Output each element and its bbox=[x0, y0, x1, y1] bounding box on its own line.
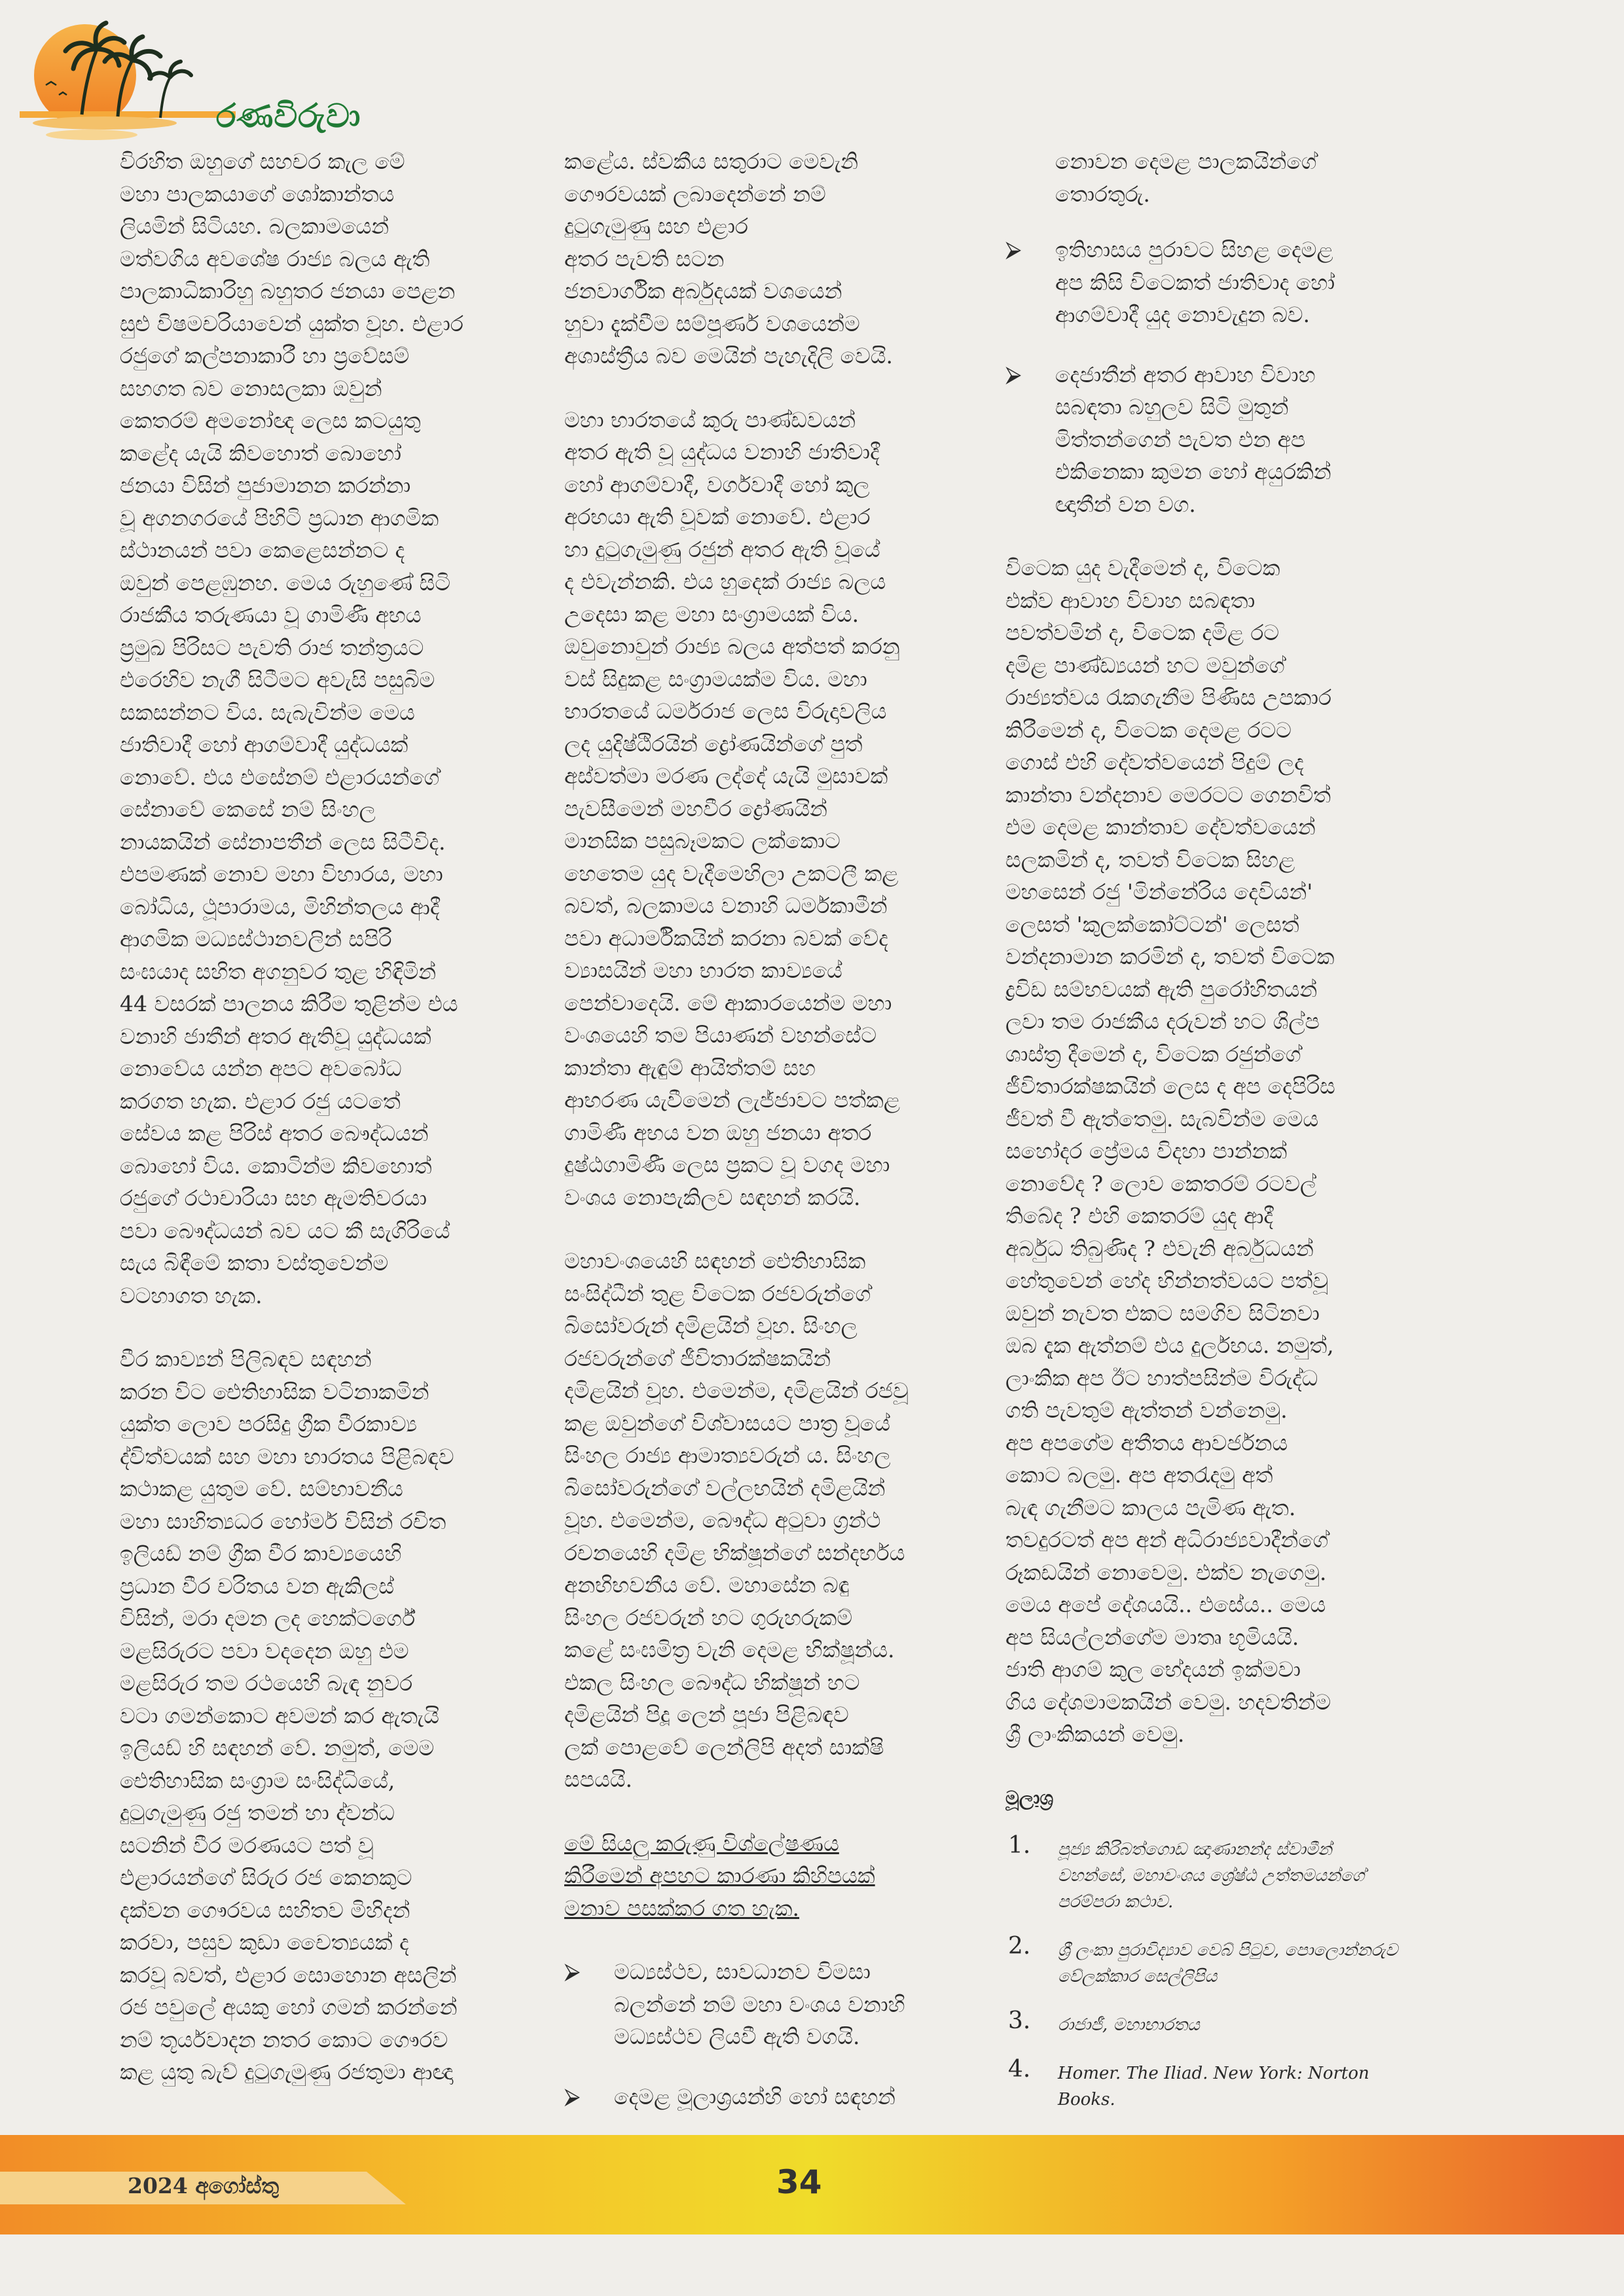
reference-number: 4. bbox=[1008, 2056, 1031, 2083]
arrowhead-bullet-icon: ⮚ bbox=[1005, 361, 1022, 387]
reference-item bbox=[1005, 1933, 1406, 1990]
paragraph: විටෙක යුද වැදීමෙන් ද, විටෙක එක්ව ආවාහ විවාහ සබඳතා පවත්වමින් ද, විටෙක දමිළ රට දමිළ පාණ්ඩ්‍යයන් හට මවුන්ගේ රාජ්‍යත්වය රැකගැනීම පිණිස උපකාර කිරීමෙන් ද, විටෙක දෙමළ රටට ගොස් එහි දේවත්වයෙන් පිදුම් ලද කාන්තා වන්දනාව මෙරටට ගෙනවිත් එම දෙමළ කාන්තාව දේවත්වයෙන් සලකමින් ද, තවත් විටෙක සිහළ මහසෙන් රජු 'මින්නේරිය දෙවියන්' ලෙසත් 'කුලක්කෝට්ටන්' ලෙසත් වන්දනාමාන කරමින් ද, තවත් විටෙක ද්‍රවිඩ සම්භවයක් ඇති පුරෝහිතයන් ලවා තම රාජකීය දරුවන් හට ශිල්ප ශාස්ත්‍ර දීමෙන් ද, විටෙක රජුන්ගේ ජීවිතාරක්ෂකයින් ලෙස ද අප දෙපිරිස ජීවත් වී ඇත්තෙමු. සැබවින්ම මෙය සහෝදර ප්‍රේමය විදහා පාන්නක් නොවේද ? ලොව කෙතරම් රටවල් තිබේද ? එහි කෙතරම් යුද ආදී අර්බුධ තිබුණිද ? එවැනි අර්බුධයන් හේතුවෙන් හේද භින්නත්වයට පත්වූ ඔවුන් නැවත එකට සමගිව සිටිනවා ඔබ දැක ඇත්නම් එය දුර්ලභය. නමුත්, ලාංකික අප ඊට හාත්පසින්ම විරුද්ධ ගති පැවතුම් ඇත්තන් වන්නෙමු. අප අපගේම අතීතය ආවර්ජනය කොට බලමු. අප අතරැදමු අත් බැඳ ගැනීමට කාලය පැමිණ ඇත. තවදුරටත් අප අන් අධිරාජ්‍යවාදීන්ගේ රූකඩයින් නොවෙමු. එක්ව නැගෙමු. මෙය අපේ දේශයයි.. එසේය.. මෙය අප සියල්ලන්ගේම මාතෘ භූමියයි. ජාති ආගම් කුල භේදයන් ඉක්මවා ගිය දේශමාමකයින් වෙමු. හදවතින්ම ශ්‍රී ලාංකිකයන් වෙමු. bbox=[1005, 555, 1335, 1747]
magazine-logo bbox=[20, 13, 361, 151]
reference-number: 3. bbox=[1008, 2007, 1031, 2034]
bullet-list bbox=[1005, 234, 1406, 520]
article-column-1 bbox=[120, 145, 496, 2120]
reference-text: පූජ්‍ය කිරිබත්ගොඩ ඤාණානන්ද ස්වාමීන් වහන්සේ, මහාවංශය ශ්‍රේෂ්ඨ උත්තමයන්ගේ පරම්පරා කථාව. bbox=[1058, 1840, 1365, 1912]
arrowhead-bullet-icon: ⮚ bbox=[564, 1958, 581, 1984]
bullet-list bbox=[564, 1956, 964, 2113]
reference-item bbox=[1005, 1832, 1406, 1915]
sunset-palm-icon bbox=[20, 13, 236, 151]
list-item bbox=[1005, 359, 1406, 521]
list-item-text: දෙමළ මූලාශ්‍රයන්හි හෝ සඳහන් bbox=[614, 2083, 895, 2109]
brand-name: රණවිරුවා bbox=[216, 97, 361, 135]
references-heading: මූලාශ්‍ර bbox=[1005, 1786, 1054, 1809]
list-continuation: නොවන දෙමළ පාලකයින්ගේ තොරතුරු. bbox=[1055, 149, 1317, 207]
list-item-text: ඉතිහාසය පුරාවට සිහළ දෙමළ අප කිසි විටෙකත් ජාතිවාද හෝ ආගම්වාදී යුද නොවැදුන බව. bbox=[1055, 237, 1335, 327]
paragraph: විරහිත ඔහුගේ සහචර කැල මේ මහා පාලකයාගේ ශෝකාන්තය ලියමින් සිටියහ. බලකාමයෙන් මත්වගිය අවශේෂ රාජ්‍ය බලය ඇති පාලකාධිකාරිහු බහුතර ජනයා පෙළන සුළු විෂමචරියාවෙන් යුක්ත වූහ. එළාර රජුගේ කල්පනාකාරී හා ප්‍රවේසම් සහගත බව නොසලකා ඔවුන් කෙතරම් අමනෝඥ ලෙස කටයුතු කළේද යැයි කිවහොත් බොහෝ ජනයා විසින් පුජාමානන කරන්නා වූ අගනගරයේ පිහිටි ප්‍රධාන ආගමික ස්ථානයන් පවා කෙළෙසන්නට ද ඔවුන් පෙළඹුනහ. මෙය රුහුණේ සිටි රාජකීය තරුණයා වූ ගාමිණී අභය ප්‍රමුඛ පිරිසට පැවති රාජ තන්ත්‍රයට එරෙහිව නැගී සිටීමට අවැසි පසුබිම සකසන්නට විය. සැබැවින්ම මෙය ජාතිවාදී හෝ ආගම්වාදී යුද්ධයක් නොවේ. එය එසේනම් එළාරයන්ගේ සේනාවේ කෙසේ නම් සිංහල නායකයින් සේනාපතීන් ලෙස සිටීවිද. එපමණක් නොව මහා විහාරය, මහා බෝධිය, ථූපාරාමය, මිහින්තලය ආදී ආගමික මධ්‍යස්ථානවලින් සපිරි සංඝයාද සහිත අගනුවර තුළ හිඳිමින් 44 වසරක් පාලනය කිරීම තුළින්ම එය වනාහි ජාතීන් අතර ඇතිවූ යුද්ධයක් නොවේය යන්න අපට අවබෝධ කරගත හැක. එළාර රජු යටතේ සේවය කළ පිරිස් අතර බෞද්ධයන් බොහෝ විය. කොටින්ම කිවහොත් රජුගේ රථාචාරියා සහ ඇමතිවරයා පවා බෞද්ධයන් බව යට කී සැගිරියේ සැය බිඳීමේ කතා වස්තුවෙන්ම වටහාගත හැක. bbox=[120, 149, 463, 1308]
article-column-3 bbox=[1005, 145, 1406, 2135]
list-item bbox=[564, 1956, 964, 2053]
references-list bbox=[1005, 1832, 1406, 2113]
underlined-summary: මේ සියලු කරුණු විශ්ලේෂණය කිරීමෙන් අපහට කාරණා කිහිපයක් මනාව පසක්කර ගත හැක. bbox=[564, 1830, 875, 1921]
page-number: 34 bbox=[776, 2163, 822, 2201]
reference-number: 1. bbox=[1008, 1832, 1031, 1859]
reference-item bbox=[1005, 2056, 1406, 2113]
list-item bbox=[564, 2081, 964, 2113]
article-column-2 bbox=[564, 145, 964, 2144]
paragraph: මහා භාරතයේ කුරු පාණ්ඩවයන් අතර ඇති වූ යුද්ධය වනාහි ජාතිවාදී හෝ ආගම්වාදී, වර්ගවාදී හෝ කුල අරභයා ඇති වූවක් නොවේ. එළාර හා දුටුගැමුණු රජුන් අතර ඇති වූයේ ද එවැන්නකි. එය හුදෙක් රාජ්‍ය බලය උදෙසා කළ මහා සංග්‍රාමයක් විය. ඔවුනොවුන් රාජ්‍ය බලය අත්පත් කරනු වස් සිදුකළ සංග්‍රාමයක්ම විය. මහා භාරතයේ ධර්මරාජ ලෙස විරුදාවලිය ලද යුදිෂ්ඨිරයින් ද්‍රෝණයින්ගේ පුත් අස්වත්මා මරණ ලද්දේ යැයි මුසාවක් පැවසීමෙන් මහවීර ද්‍රෝණයින් මානසික පසුබෑමකට ලක්කොට හෙතෙම යුද වැදීමෙහිලා උකටලී කළ බවත්, බලකාමය වනාහි ධර්මකාමීන් පවා අධාර්මිකයින් කරනා බවක් වේද ව්‍යාසයින් මහා භාරත කාව්‍යයේ පෙන්වාදෙයි. මේ ආකාරයෙන්ම මහා වංශයෙහි තම පියාණන් වහන්සේට කාන්තා ඇඳුම් ආයිත්තම් සහ ආභරණ යැවීමෙන් ලැජ්ජාවට පත්කළ ගාමිණී අභය වන ඔහු ජනයා අතර දුෂ්ඨගාමිණී ලෙස ප්‍රකට වූ වගද මහා වංශය නොපැකිලව සඳහන් කරයි. bbox=[564, 406, 901, 1210]
list-item-text: මධ්‍යස්ථව, සාවධානව විමසා බලන්නේ නම් මහා වංශය වනාහි මධ්‍යස්ථව ලියවී ඇති වගයි. bbox=[614, 1959, 905, 2049]
reference-text: රාජාජී, මහාභාරතය bbox=[1058, 2015, 1200, 2035]
reference-number: 2. bbox=[1008, 1933, 1031, 1960]
reference-text: ශ්‍රී ලංකා පුරාවිද්‍යාව වෙබ් පිටුව, පොලොන්නරුව වේලක්කාර සෙල්ලිපිය bbox=[1058, 1941, 1398, 1986]
reference-item bbox=[1005, 2007, 1406, 2038]
paragraph: මහාවංශයෙහි සඳහන් ඓතිහාසික සංසිද්ධීන් තුළ විටෙක රජවරුන්ගේ බිසෝවරුන් දමිළයින් වූහ. සිංහල රජවරුන්ගේ ජීවිතාරක්ෂකයින් දමිළයින් වූහ. එමෙන්ම, දමිළයින් රජවූ කළ ඔවුන්ගේ විශ්වාසයට පාත්‍ර වූයේ සිංහල රාජ්‍ය ආමාත්‍යවරුන් ය. සිංහල බිසෝවරුන්ගේ වල්ලභයින් දමිළයින් වූහ. එමෙන්ම, බෞද්ධ අටුවා ග්‍රන්ථ රචනයෙහි දමිළ භික්ෂූන්ගේ සන්දර්භය අනභිභවනීය වේ. මහාසේන බඳු සිංහල රජවරුන් හට ගුරුහරුකම් කළේ සංඝමිත්‍ර වැනි දෙමළ භික්ෂූන්ය. එකල සිංහල බෞද්ධ භික්ෂූන් හට දමිළයින් පිදූ ලෙන් පූජා පිළිබඳව ලක් පොළවේ ලෙන්ලිපි අදත් සාක්ෂි සපයයි. bbox=[564, 1248, 909, 1792]
paragraph: වීර කාව්‍යන් පිලිබඳව සඳහන් කරන විට ඓතිහාසික වටිනාකමින් යුක්ත ලොව පරසිදු ග්‍රීක වීරකාව්‍ය ද්විත්වයක් සහ මහා භාරතය පිළිබඳව කථාකළ යුතුම වේ. සම්භාවනීය මහා සාහිත්‍යධර හෝමර් විසින් රචිත ඉලියඩ් නම් ග්‍රීක වීර කාව්‍යයෙහි ප්‍රධාන වීර චරිතය වන ඇකිලස් විසින්, මරා දමන ලද හෙක්ටර්ගේ මළසිරුරට පවා වදදෙන ඔහු එම මළසිරුර තම රථයෙහි බැඳ නුවර වටා ගමන්කොට අවමන් කර ඇතැයි ඉලියඩ් හි සඳහන් වේ. නමුත්, මෙම ඓතිහාසික සංග්‍රාම සංසිද්ධියේ, දුටුගැමුණු රජු තමන් හා ද්වන්ධ සටනින් වීර මරණයට පත් වූ එළාරයන්ගේ සිරුර රජ කෙනකුට දක්වන ගෞරවය සහිතව මිහිදන් කරවා, පසුව කුඩා චෛත්‍යයක් ද කරවූ බවත්, එළාර සොහොන අසලින් රජ පවුලේ අයකු හෝ ගමන් කරන්නේ නම් තූර්යවාදන නතර කොට ගෞරව කළ යුතු බැව් දුටුගැමුණු රජතුමා ආඥා bbox=[120, 1346, 458, 2085]
list-item-text: දෙජාතීන් අතර ආවාහ විවාහ සබඳතා බහුලව සිටි මුතුන් මිත්තන්ගෙන් පැවත එන අප එකිනෙකා කුමන හෝ අයුරකින් ඥාතීන් වන වග. bbox=[1055, 361, 1331, 517]
reference-text: Homer. The Iliad. New York: Norton Books. bbox=[1058, 2064, 1369, 2109]
paragraph: කළේය. ස්වකීය සතුරාට මෙවැනි ගෞරවයක් ලබාදෙන්නේ නම් දුටුගැමුණු සහ එළාර අතර පැවති සටන ජනවාර්ගික අර්බුදයක් වශයෙන් හුවා දැක්වීම සම්පූර්ණ වශයෙන්ම අශාස්ත්‍රීය බව මෙයින් පැහැදිලි වෙයි. bbox=[564, 149, 893, 368]
issue-date: 2024 අගෝස්තු bbox=[128, 2173, 280, 2198]
list-item bbox=[1005, 234, 1406, 331]
arrowhead-bullet-icon: ⮚ bbox=[564, 2083, 581, 2109]
arrowhead-bullet-icon: ⮚ bbox=[1005, 236, 1022, 262]
